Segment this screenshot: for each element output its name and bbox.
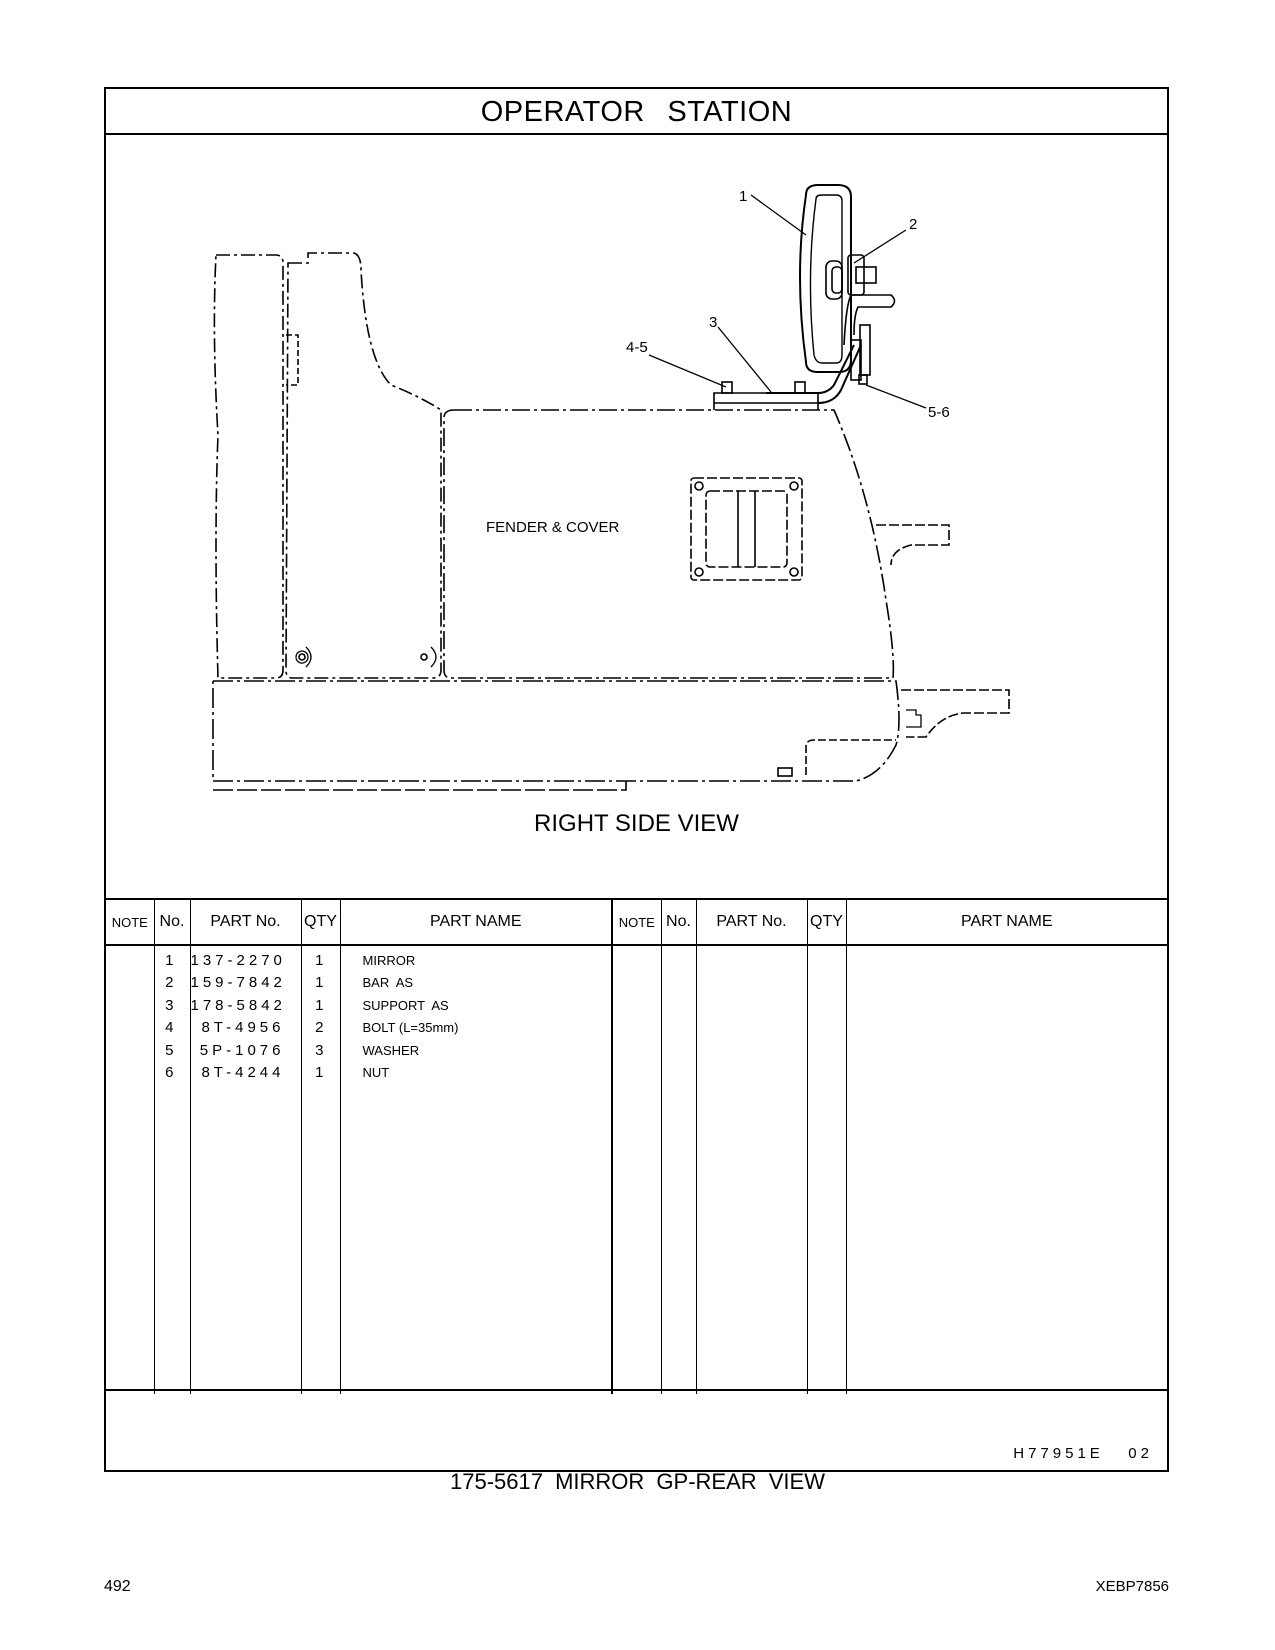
note-header-right: NOTE <box>612 899 661 945</box>
qty-column <box>301 945 340 1394</box>
part-no-column-right <box>696 945 807 1394</box>
callout-3: 3 <box>709 314 718 331</box>
parts-page-frame <box>104 87 1169 1472</box>
row-qty: 1 <box>315 1063 324 1081</box>
no-column-right <box>661 945 696 1394</box>
no-column <box>154 945 190 1394</box>
illustration-code: H77951E 02 <box>1013 1445 1153 1462</box>
note-column-right <box>612 945 661 1394</box>
view-label: RIGHT SIDE VIEW <box>534 810 739 837</box>
row-qty: 3 <box>315 1041 324 1059</box>
no-header: No. <box>154 899 190 945</box>
parts-list-table <box>106 898 1167 1394</box>
row-part-no: 5P-1076 <box>199 1041 285 1059</box>
row-qty: 1 <box>315 974 324 992</box>
row-qty: 2 <box>315 1019 324 1037</box>
group-caption: 175-5617 MIRROR GP-REAR VIEW <box>450 1469 825 1494</box>
callout-1: 1 <box>739 188 748 205</box>
callout-4-5: 4-5 <box>626 339 648 356</box>
fender-cover-label: FENDER & COVER <box>486 519 620 536</box>
row-part-no: 178-5842 <box>190 996 286 1014</box>
qty-header-right: QTY <box>807 899 846 945</box>
callout-2: 2 <box>909 216 918 233</box>
row-no: 2 <box>165 974 174 992</box>
row-qty: 1 <box>315 952 324 969</box>
row-no: 3 <box>165 996 174 1014</box>
row-part-no: 8T-4244 <box>201 1063 285 1081</box>
row-part-name: BOLT (L=35mm) <box>362 1020 459 1036</box>
qty-header: QTY <box>301 899 340 945</box>
row-no: 6 <box>165 1063 174 1081</box>
qty-column-right <box>807 945 846 1394</box>
row-part-name: SUPPORT AS <box>362 997 449 1013</box>
part-no-header-right: PART No. <box>696 899 807 945</box>
no-header-right: No. <box>661 899 696 945</box>
note-header: NOTE <box>106 899 154 945</box>
row-no: 4 <box>165 1019 174 1037</box>
row-part-name: WASHER <box>362 1042 420 1058</box>
row-part-name: NUT <box>362 1064 390 1080</box>
document-id: XEBP7856 <box>1095 1578 1169 1595</box>
page-number: 492 <box>104 1578 131 1595</box>
part-name-header-right: PART NAME <box>846 899 1167 945</box>
row-part-name: BAR AS <box>362 975 414 991</box>
row-no: 5 <box>165 1041 174 1059</box>
page-title: OPERATOR STATION <box>106 89 1167 135</box>
callout-5-6: 5-6 <box>928 404 950 421</box>
row-part-no: 159-7842 <box>190 974 286 992</box>
part-name-column <box>340 945 612 1394</box>
part-no-column <box>190 945 301 1394</box>
row-part-name: MIRROR <box>362 953 416 968</box>
part-name-column-right <box>846 945 1167 1394</box>
part-name-header: PART NAME <box>340 899 612 945</box>
note-column <box>106 945 154 1394</box>
right-side-view-drawing <box>106 135 1167 898</box>
row-part-no: 8T-4956 <box>201 1019 285 1037</box>
row-part-no: 137-2270 <box>190 952 286 969</box>
row-no: 1 <box>165 952 174 969</box>
illustration-footer <box>106 1389 1167 1472</box>
row-qty: 1 <box>315 996 324 1014</box>
part-no-header: PART No. <box>190 899 301 945</box>
parts-illustration <box>106 135 1167 898</box>
